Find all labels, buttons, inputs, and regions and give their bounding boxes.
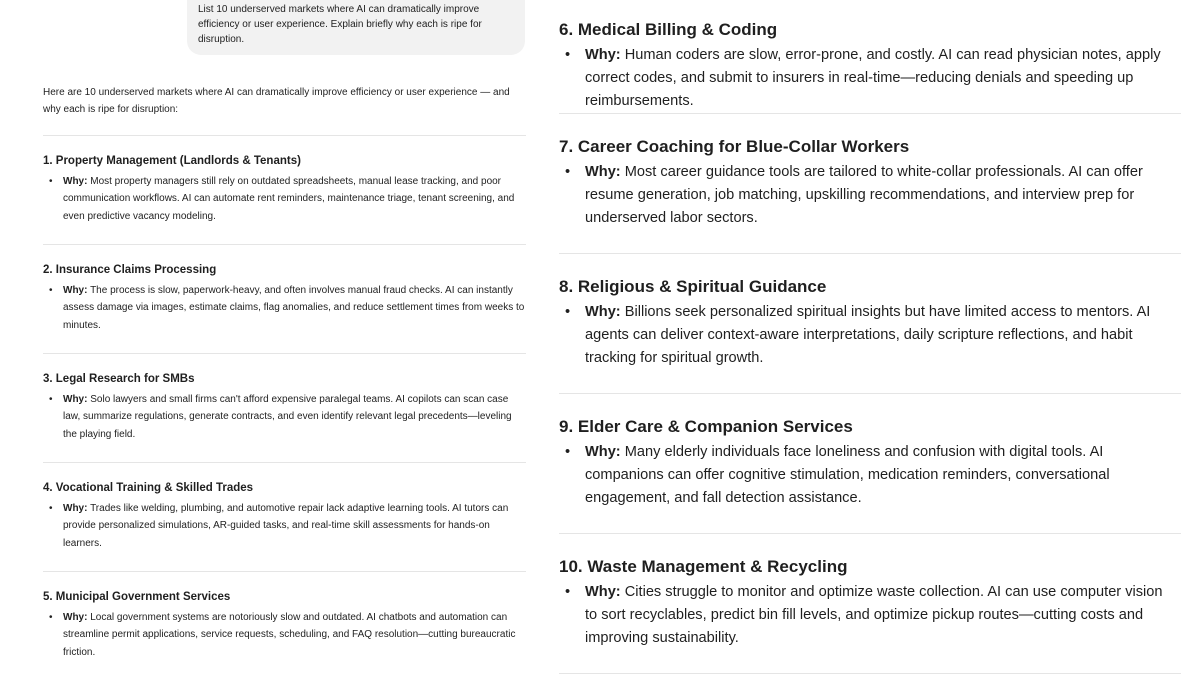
market-reason [43,282,526,334]
reason-text: Solo lawyers and small firms can't afford expensive paralegal teams. AI copilots can scan case law, summarize regulations, generate contracts, and even identify relevant legal precedents—leveling the playing field. [63,394,512,440]
reason-text: Most career guidance tools are tailored to white-collar professionals. AI can offer resume generation, job matching, upskilling recommendations, and interview prep for underserved labor sectors. [585,164,1143,226]
market-reason [559,44,1169,113]
why-label: Why: [585,444,621,460]
why-label: Why: [585,164,621,180]
reason-text: Many elderly individuals face loneliness and confusion with digital tools. AI companions can offer cognitive stimulation, medication reminders, conversational engagement, and fall detection assistance. [585,444,1110,506]
reason-text: The process is slow, paperwork-heavy, and often involves manual fraud checks. AI can instantly assess damage via images, estimate claims, flag anomalies, and reduce settlement times from weeks to minutes. [63,285,525,331]
market-title: 4. Vocational Training & Skilled Trades [43,482,254,494]
user-message-bubble: List 10 underserved markets where AI can dramatically improve efficiency or user experience. Explain briefly why each is ripe for disruption. [187,0,525,55]
market-reason [43,173,526,225]
reason-text: Most property managers still rely on outdated spreadsheets, manual lease tracking, and poor communication workflows. AI can automate rent reminders, maintenance triage, tenant screening, and even predictive vacancy modeling. [63,176,515,222]
bullet: • [565,444,571,460]
divider [559,673,1181,674]
market-reason [559,441,1169,510]
reason-text: Cities struggle to monitor and optimize waste collection. AI can use computer vision to sort recyclables, predict bin fill levels, and optimize pickup routes—cutting costs and improving sustainability. [585,584,1163,646]
divider [559,253,1181,254]
why-label: Why: [63,612,88,623]
bullet: • [565,584,571,600]
market-title: 8. Religious & Spiritual Guidance [559,277,827,296]
reason-text: Billions seek personalized spiritual insights but have limited access to mentors. AI agents can deliver context-aware interpretations, daily scripture reflections, and habit tracking for spiritual growth. [585,304,1151,366]
market-title: 3. Legal Research for SMBs [43,373,195,385]
market-title: 10. Waste Management & Recycling [559,557,848,576]
bullet: • [49,503,53,514]
divider [43,462,526,463]
market-title: 2. Insurance Claims Processing [43,264,217,276]
assistant-intro: Here are 10 underserved markets where AI can dramatically improve efficiency or user experience — and why each is ripe for disruption: [43,87,510,115]
market-reason [43,500,526,552]
market-title: 7. Career Coaching for Blue-Collar Workers [559,137,910,156]
reason-text: Human coders are slow, error-prone, and costly. AI can read physician notes, apply correct codes, and submit to insurers in real-time—reducing denials and speeding up reimbursements. [585,47,1161,109]
divider [43,353,526,354]
bullet: • [565,47,571,63]
why-label: Why: [63,503,88,514]
why-label: Why: [63,394,88,405]
divider [559,393,1181,394]
market-reason [559,581,1169,650]
reason-text: Trades like welding, plumbing, and automotive repair lack adaptive learning tools. AI tutors can provide personalized simulations, AR-guided tasks, and real-time skill assessments for hands-on learners. [63,503,509,549]
divider [559,113,1181,114]
market-title: 1. Property Management (Landlords & Tenants) [43,155,301,167]
bullet: • [49,612,53,623]
reason-text: Local government systems are notoriously slow and outdated. AI chatbots and automation can streamline permit applications, service requests, scheduling, and FAQ resolution—cutting bureaucratic friction. [63,612,516,658]
bullet: • [565,164,571,180]
bullet: • [565,304,571,320]
why-label: Why: [63,176,88,187]
market-title: 9. Elder Care & Companion Services [559,417,853,436]
why-label: Why: [585,304,621,320]
why-label: Why: [63,285,88,296]
bullet: • [49,176,53,187]
divider [559,533,1181,534]
bullet: • [49,285,53,296]
bullet: • [49,394,53,405]
market-reason [559,161,1169,230]
divider [43,135,526,136]
market-title: 5. Municipal Government Services [43,591,231,603]
right-zoomed-pane [545,0,1200,675]
why-label: Why: [585,47,621,63]
market-reason [559,301,1169,370]
left-chat-pane [0,0,545,675]
divider [43,244,526,245]
divider [43,571,526,572]
market-reason [43,609,526,661]
market-title: 6. Medical Billing & Coding [559,20,778,39]
why-label: Why: [585,584,621,600]
market-reason [43,391,526,443]
